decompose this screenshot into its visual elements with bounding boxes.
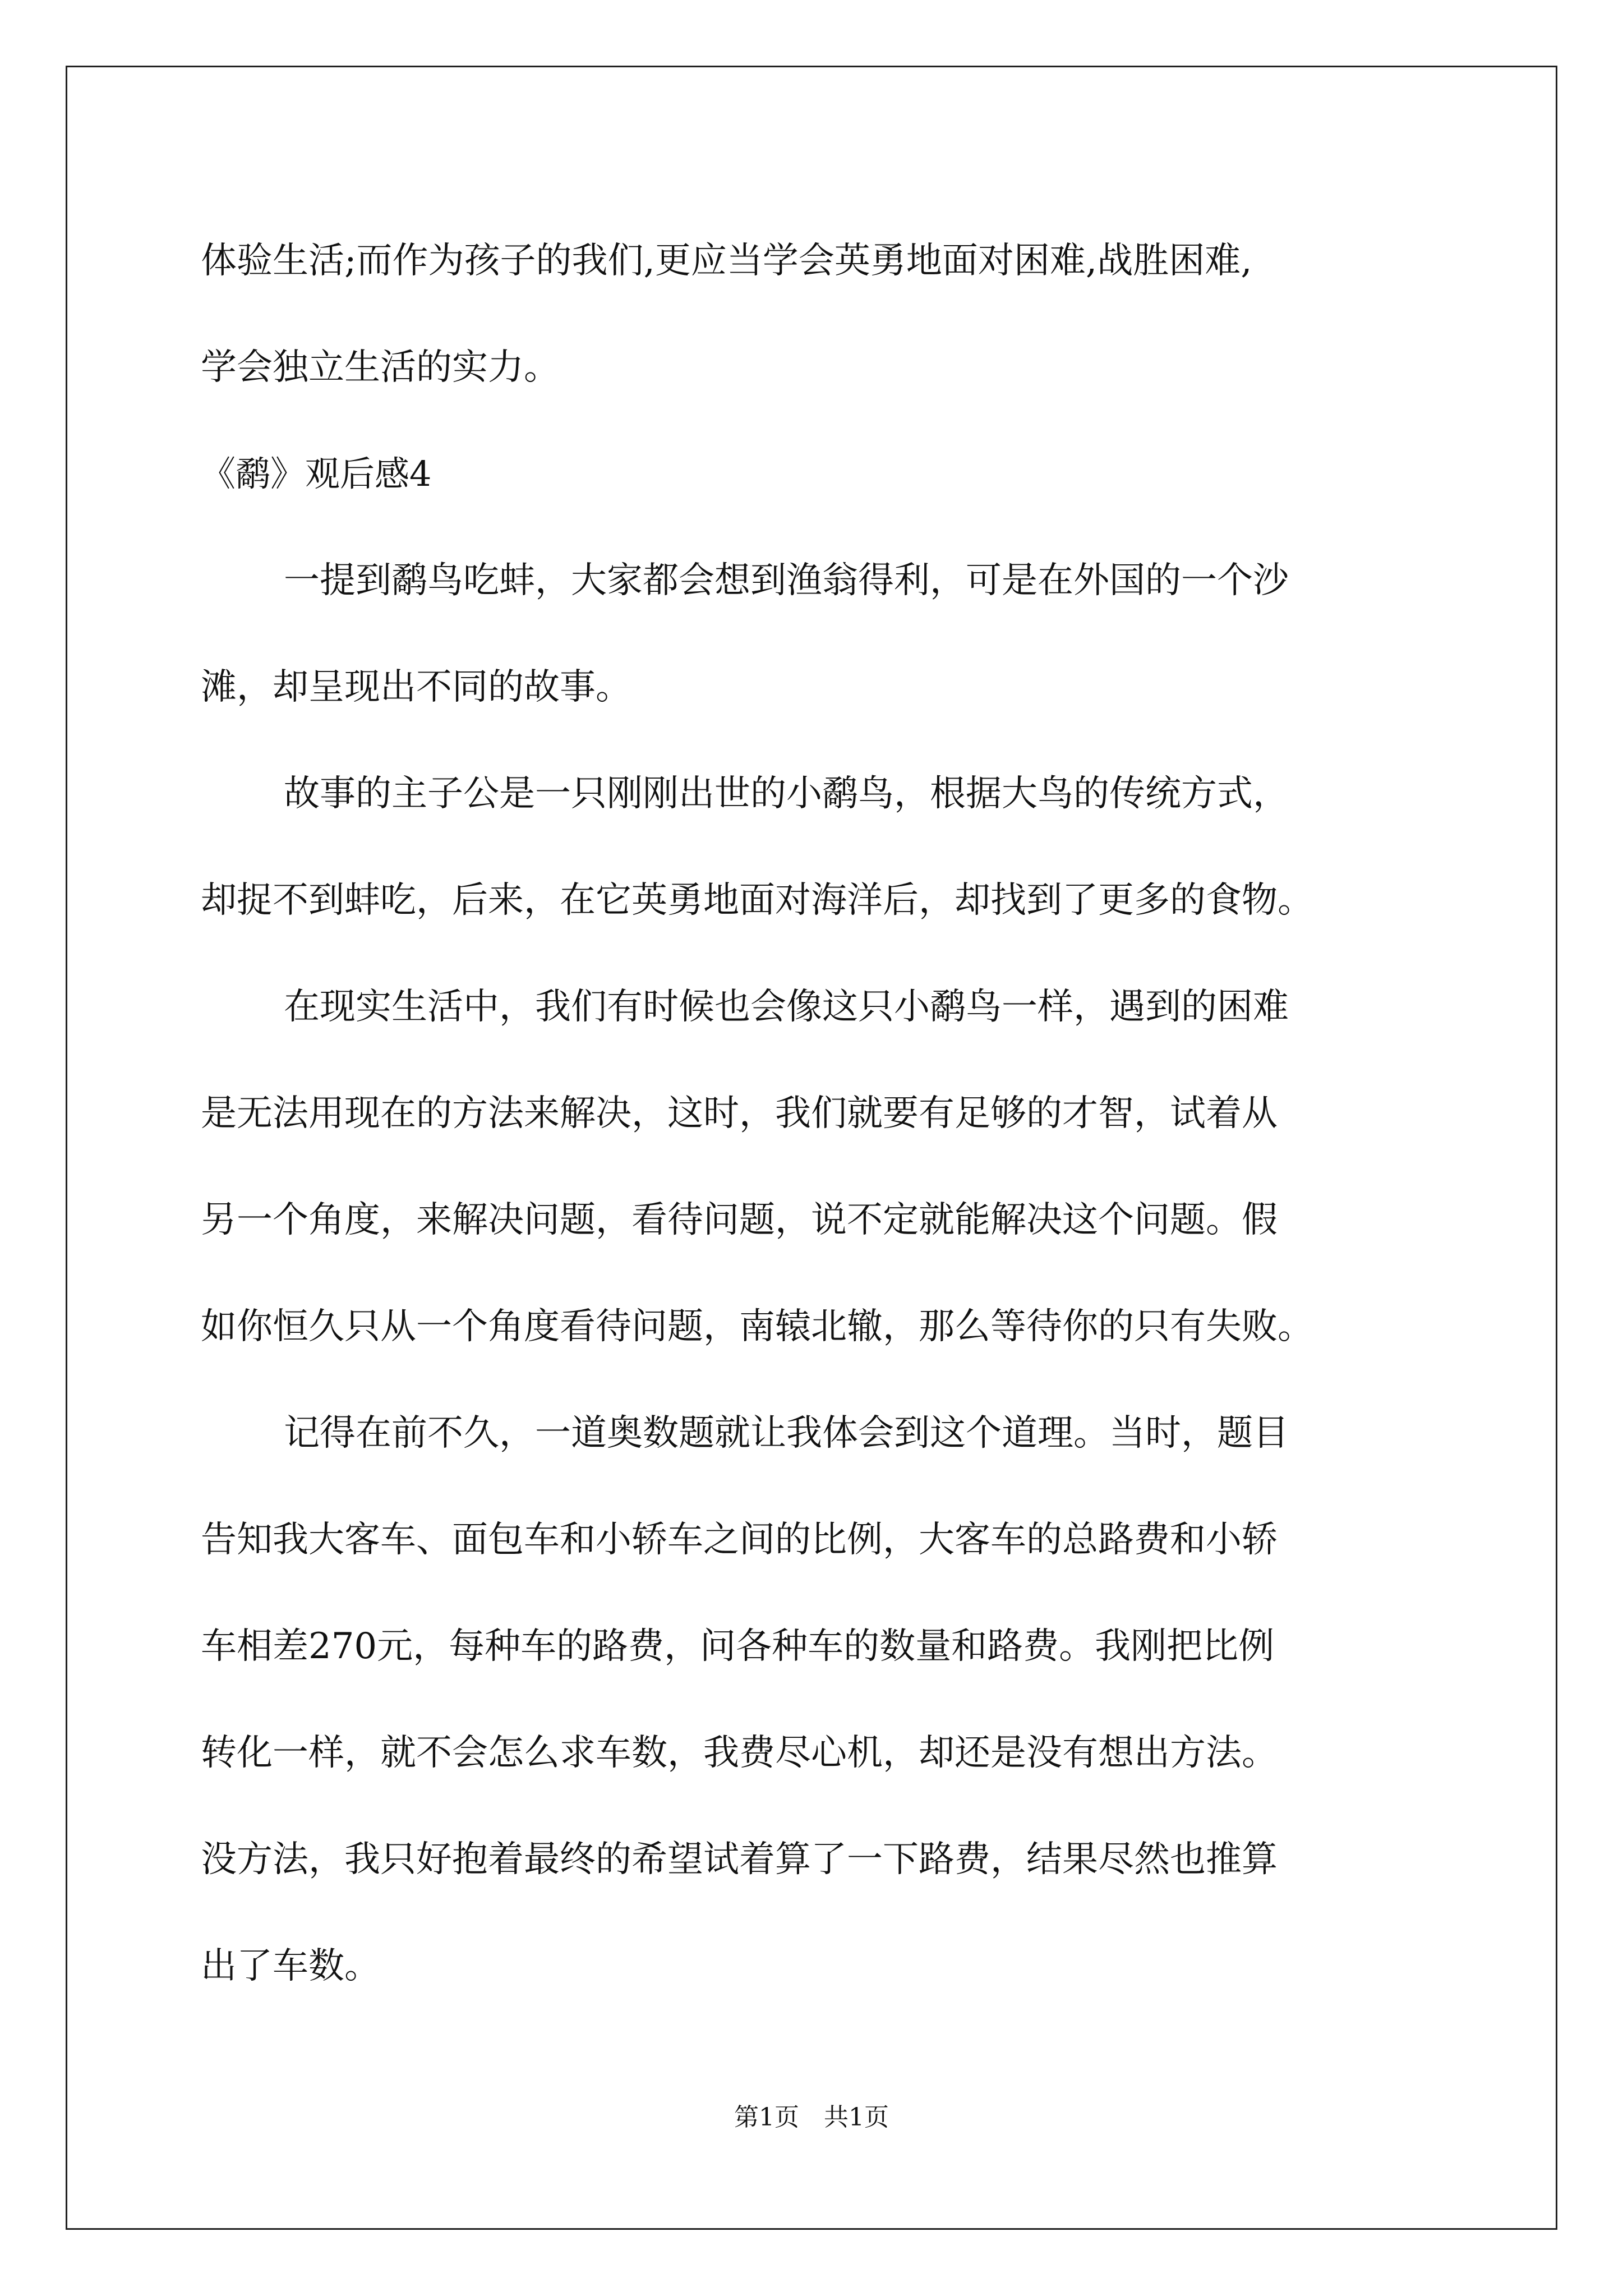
text-line: 没方法，我只好抱着最终的希望试着算了一下路费，结果尽然也推算 [201, 1839, 1278, 1880]
text-line: 告知我大客车、面包车和小轿车之间的比例，大客车的总路费和小轿 [201, 1519, 1278, 1561]
text-line: 学会独立生活的实力。 [201, 347, 560, 388]
text-line: 出了车数。 [201, 1945, 380, 1987]
paragraph-first-line: 故事的主子公是一只刚刚出世的小鹬鸟，根据大鸟的传统方式， [284, 773, 1289, 815]
text-line: 滩，却呈现出不同的故事。 [201, 666, 631, 708]
paragraph-first-line: 一提到鹬鸟吃蚌，大家都会想到渔翁得利，可是在外国的一个沙 [284, 560, 1289, 601]
document-body [201, 208, 1429, 2019]
text-line: 体验生活;而作为孩子的我们,更应当学会英勇地面对困难,战胜困难, [201, 240, 1252, 282]
page-number-footer: 第1页 共1页 [734, 2103, 889, 2132]
text-line: 却捉不到蚌吃，后来，在它英勇地面对海洋后，却找到了更多的食物。 [201, 880, 1313, 921]
text-line: 是无法用现在的方法来解决，这时，我们就要有足够的才智，试着从 [201, 1093, 1278, 1134]
text-line: 转化一样，就不会怎么求车数，我费尽心机，却还是没有想出方法。 [201, 1732, 1278, 1774]
paragraph-first-line: 在现实生活中，我们有时候也会像这只小鹬鸟一样，遇到的困难 [284, 986, 1289, 1028]
text-line: 如你恒久只从一个角度看待问题，南辕北辙，那么等待你的只有失败。 [201, 1306, 1313, 1347]
text-line: 车相差270元，每种车的路费，问各种车的数量和路费。我刚把比例 [201, 1626, 1275, 1667]
text-line: 另一个角度，来解决问题，看待问题，说不定就能解决这个问题。假 [201, 1199, 1278, 1241]
paragraph-first-line: 记得在前不久，一道奥数题就让我体会到这个道理。当时，题目 [284, 1412, 1289, 1454]
section-heading: 《鹬》观后感4 [201, 453, 432, 494]
